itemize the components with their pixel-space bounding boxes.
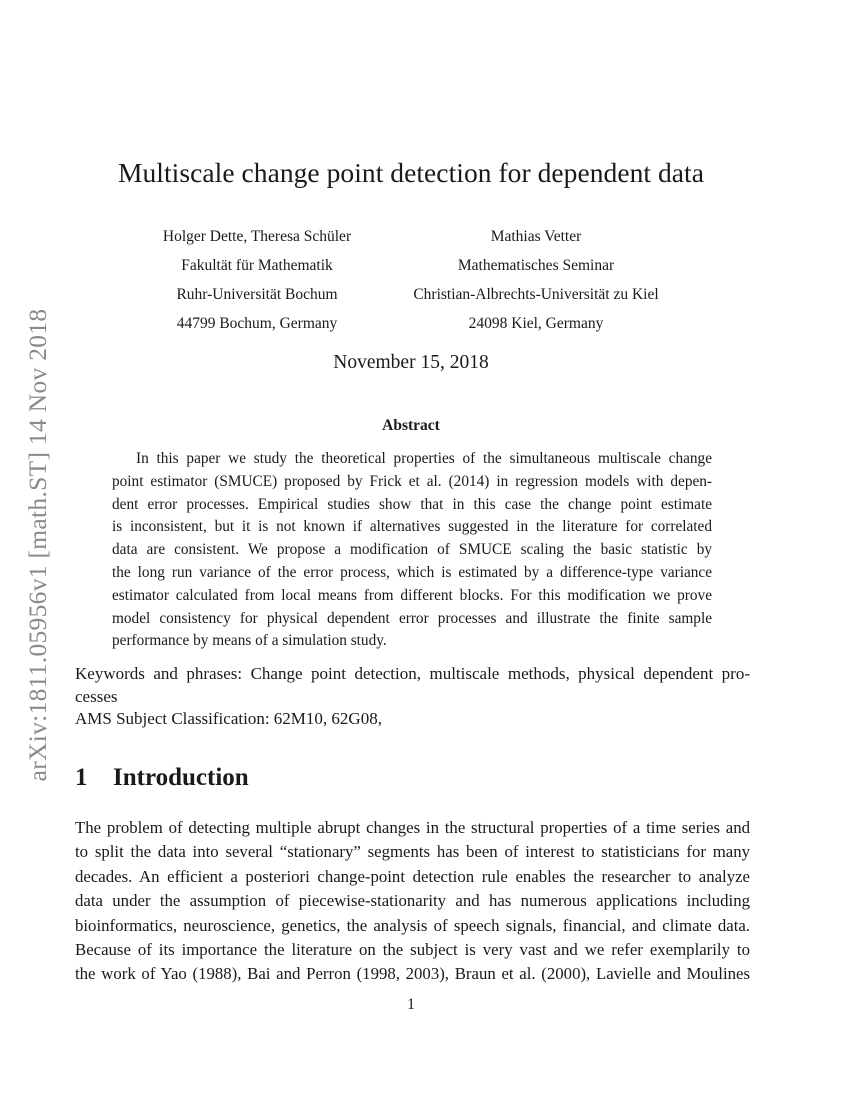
keywords-line: Keywords and phrases: Change point detection, multiscale methods, physical dependent pro- (75, 664, 750, 683)
author-names: Holger Dette, Theresa Schüler (162, 228, 352, 245)
keywords-block (75, 663, 750, 731)
keywords-line: cesses (75, 686, 118, 706)
body-line: bioinformatics, neuroscience, genetics, the analysis of speech signals, financial, and climate data. (75, 915, 750, 935)
abstract-line: point estimator (SMUCE) proposed by Frick et al. (2014) in regression models with depen- (112, 472, 712, 490)
abstract-line: data are consistent. We propose a modification of SMUCE scaling the basic statistic by (112, 541, 712, 559)
abstract-line: estimator calculated from local means from different blocks. For this modification we prove (112, 586, 712, 604)
paper-title: Multiscale change point detection for dependent data (118, 157, 704, 188)
author-block-right (395, 222, 677, 338)
abstract-line: performance by means of a simulation study. (112, 632, 387, 650)
abstract-line: is inconsistent, but it is not known if alternatives suggested in the literature for correlated (112, 518, 712, 536)
ams-classification: AMS Subject Classification: 62M10, 62G08, (75, 709, 382, 728)
arxiv-stamp-text: arXiv:1811.05956v1 [math.ST] 14 Nov 2018 (23, 308, 52, 782)
author-department: Fakultät für Mathematik (181, 257, 333, 274)
author-names: Mathias Vetter (490, 228, 582, 245)
body-line: The problem of detecting multiple abrupt changes in the structural properties of a time series and (75, 818, 750, 837)
body-paragraph (75, 816, 750, 987)
author-department: Mathematisches Seminar (457, 257, 615, 274)
abstract-line: dent error processes. Empirical studies show that in this case the change point estimate (112, 495, 712, 513)
abstract-line: model consistency for physical dependent error processes and illustrate the finite sample (112, 609, 712, 627)
body-line: the work of Yao (1988), Bai and Perron (1998, 2003), Braun et al. (2000), Lavielle and Moulines (75, 964, 750, 984)
author-address: 24098 Kiel, Germany (468, 315, 604, 332)
abstract-line: In this paper we study the theoretical properties of the simultaneous multiscale change (136, 450, 712, 467)
abstract-body (112, 448, 712, 653)
author-address: 44799 Bochum, Germany (176, 315, 338, 332)
section-number: 1 (75, 764, 88, 791)
body-line: to split the data into several “stationary” segments has been of interest to statisticians for many (75, 842, 750, 862)
author-block-left (127, 222, 387, 338)
abstract-heading: Abstract (382, 417, 440, 434)
author-university: Ruhr-Universität Bochum (176, 286, 338, 303)
paper-date: November 15, 2018 (333, 352, 489, 373)
body-line: data under the assumption of piecewise-stationarity and has numerous applications including (75, 891, 750, 911)
author-university: Christian-Albrechts-Universität zu Kiel (413, 286, 659, 303)
body-line: decades. An efficient a posteriori change-point detection rule enables the researcher to analyze (75, 866, 750, 886)
section-title: Introduction (113, 764, 249, 791)
page-number: 1 (407, 996, 415, 1013)
section-heading (75, 764, 249, 792)
body-line: Because of its importance the literature on the subject is very vast and we refer exemplarily to (75, 940, 750, 960)
abstract-line: the long run variance of the error process, which is estimated by a difference-type variance (112, 563, 712, 581)
